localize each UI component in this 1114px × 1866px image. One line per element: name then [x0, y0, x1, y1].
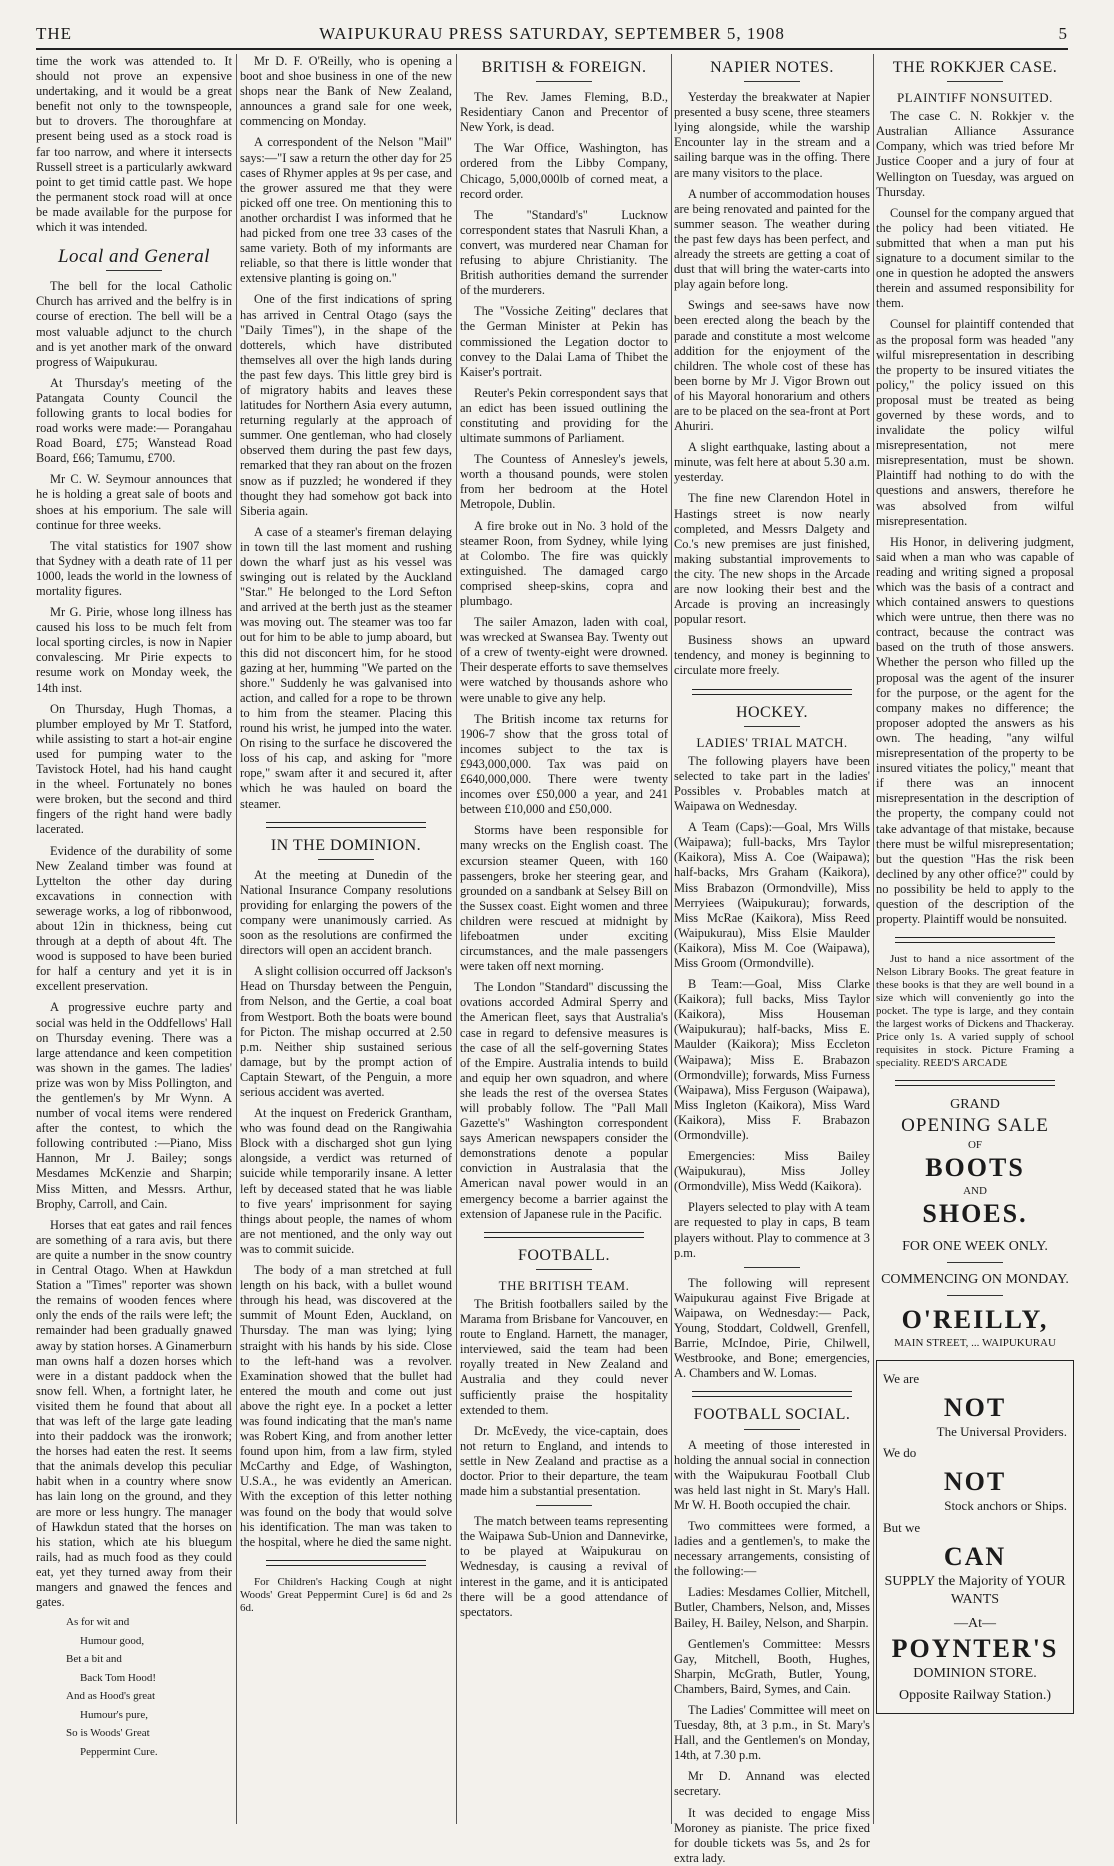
article-paragraph: Emergencies: Miss Bailey (Waipukurau), Miss Jolley (Ormondville), Miss Wedd (Kaikora).: [674, 1149, 870, 1194]
column-1: [36, 54, 232, 1824]
article-paragraph: Horses that eat gates and rail fences are something of a rara avis, but there are quite a number in the snow country in Central Otago. When at Hawkdun Station a "Times" reporter was shown the remains of wooden fences where only the ends of the rails were left; the remainder had been gradually gnawed away by station horses. A Ginamerburn man owns half a dozen horses which were in a distant paddock when the snow fell. When, a fortnight later, he visited them he found that about all that was left of the large gate leading into their paddock was the ironwork; the horses had eaten the rest. It seems that the animals develop this peculiar habit when in a country where snow has lain long on the ground, and they are more or less hungry. The manager of Hawkdun stated that the horses on his station, which ate his bluegum rails, had as much food as they could eat, yet they turned away from their mangers and gnawed the fences and gates.: [36, 1217, 232, 1610]
masthead-title: WAIPUKURAU PRESS SATURDAY, SEPTEMBER 5, 1908: [319, 24, 785, 43]
section-heading: BRITISH & FOREIGN.: [481, 59, 647, 76]
article-paragraph: The British income tax returns for 1906-7 show that the gross total of incomes subject to the tax is £943,000,000. Tax was paid on £640,000,000. There were twenty incomes over £50,000 a year, and 241 between £10,000 and £50,000.: [460, 711, 668, 817]
section-heading: Local and General: [57, 246, 211, 268]
article-paragraph: A meeting of those interested in holding the annual social in connection with the Waipukurau Football Club was held last night in St. Mary's Hall. Mr W. H. Booth occupied the chair.: [674, 1437, 870, 1512]
divider: [692, 689, 852, 695]
ad-line: SUPPLY the Majority of YOUR WANTS: [884, 1573, 1066, 1607]
column-rule: [456, 54, 457, 1824]
divider: [536, 1505, 592, 1506]
column-5: [876, 54, 1074, 1824]
article-paragraph: Storms have been responsible for many wrecks on the English coast. The excursion steamer Queen, with 160 passengers, broke her steering gear, and grounded on a sandbank at Selsey Bill on the Sussex coast. Eight women and three children were rescued at midnight by lifeboatmen under exciting circumstances, and the male passengers were taken off next morning.: [460, 823, 668, 974]
divider: [536, 81, 592, 82]
article-paragraph: A progressive euchre party and social was held in the Oddfellows' Hall on Thursday evening. There was a large attendance and keen competition was shown in the games. The ladies' prize was won by Miss Pollington, and the gentlemen's by Mr Wynn. A number of vocal items were rendered after the contest, to which the following contributed :—Piano, Miss Hannon, Mr J. Bailey; songs Mesdames McKenzie and Sharpin; Miss Mitten, and Messrs. Arthur, Brophy, Carroll, and Cain.: [36, 1000, 232, 1211]
divider: [106, 270, 162, 271]
article-paragraph: Business shows an upward tendency, and money is beginning to circulate more freely.: [674, 633, 870, 678]
ad-line: O'REILLY,: [901, 1305, 1049, 1335]
ad-line: —At—: [954, 1615, 996, 1631]
article-paragraph: The body of a man stretched at full length on his back, with a bullet wound through his head, was discovered at the summit of Mount Eden, Auckland, on Thursday. The man was lying; lying straight with his hands by his side. Close to the left-hand was a revolver. Examination showed that the bullet had entered the mouth and come out just above the right eye. In a pocket a letter was found indicating that the man's name was Robert King, and from another letter found upon him, from a law firm, styled McCarthy and Edge, of Washington, U.S.A., he was evidently an American. With the exception of this letter nothing was found on the body that would solve his identification. The man was taken to the hospital, where he died the same night.: [240, 1263, 452, 1549]
ad-line: MAIN STREET, ... WAIPUKURAU: [894, 1337, 1056, 1350]
divider: [947, 1262, 1003, 1263]
ad-line: BOOTS: [925, 1153, 1025, 1183]
ad-line: NOT: [943, 1393, 1007, 1423]
divider: [266, 1560, 426, 1566]
article-paragraph: The fine new Clarendon Hotel in Hastings street is now nearly completed, and Messrs Dalgety and Co.'s new premises are just finished, making substantial improvements to the city. The new shops in the Arcade are now looking their best and the Arcade is proving an increasingly popular resort.: [674, 491, 870, 627]
article-paragraph: Reuter's Pekin correspondent says that an edict has been issued outlining the constituting and providing for the ultimate summons of Parliament.: [460, 385, 668, 446]
article-paragraph: The sailer Amazon, laden with coal, was wrecked at Swansea Bay. Twenty out of a crew of twenty-eight were drowned. Their desperate efforts to save themselves were watched by thousands ashore who were unable to give any help.: [460, 615, 668, 705]
divider: [744, 1267, 800, 1268]
article-paragraph: Yesterday the breakwater at Napier presented a busy scene, three steamers lying alongside, while the warship Encounter lay in the stream and a sailing barque was in the offing. There are many visitors to the place.: [674, 90, 870, 180]
verse-line: Bet a bit and: [66, 1653, 122, 1666]
section-heading: FOOTBALL.: [517, 1246, 611, 1264]
article-paragraph: The match between teams representing the Waipawa Sub-Union and Dannevirke, to be played at Waipukurau on Wednesday, is causing a revival of interest in the game, and it is anticipated there will be a good attendance of spectators.: [460, 1514, 668, 1619]
divider: [947, 1295, 1003, 1296]
ad-line: We do: [883, 1445, 917, 1461]
article-paragraph: A slight collision occurred off Jackson's Head on Thursday between the Penguin, from Nelson, and the Gertie, a coal boat from Westport. Both the boats were bound for Picton. The mishap occurred at 2.50 p.m. Neither ship sustained serious damage, but by the prompt action of Captain Stewart, of the Penguin, a more serious accident was averted.: [240, 964, 452, 1099]
ad-line: Opposite Railway Station.): [898, 1687, 1052, 1703]
notice-text: For Children's Hacking Cough at night Woods' Great Peppermint Cure] is 6d and 2s 6d.: [240, 1575, 452, 1614]
divider: [744, 726, 800, 727]
sub-heading: LADIES' TRIAL MATCH.: [696, 734, 848, 750]
column-rule: [671, 54, 672, 1824]
article-paragraph: One of the first indications of spring has arrived in Central Otago (says the "Daily Times"), in the shape of the dotterels, which have distributed themselves all over the high lands during the past few days. This little grey bird is of migratory habits and leaves these latitudes for Northern Asia every autumn, returning regularly at the approach of summer. One gentleman, who had closely observed them during the past few days, remarked that they ran about on the frozen snow as if puzzled; he wondered if they thought they had somehow got back into Siberia again.: [240, 292, 452, 518]
column-3: [460, 54, 668, 1824]
article-paragraph: The case C. N. Rokkjer v. the Australian Alliance Assurance Company, which was tried before Mr Justice Cooper and a jury of four at Wellington on Tuesday, was argued on Thursday.: [876, 109, 1074, 199]
ad-line: COMMENCING ON MONDAY.: [881, 1272, 1069, 1288]
ad-line: POYNTER'S: [891, 1633, 1059, 1663]
ad-line: But we: [883, 1519, 921, 1535]
verse-line: Back Tom Hood!: [80, 1671, 157, 1684]
article-paragraph: Gentlemen's Committee: Messrs Gay, Mitchell, Booth, Hughes, Sharpin, McGrath, Butler, Young, Chambers, Baird, Symes, and Cain.: [674, 1636, 870, 1696]
article-paragraph: Swings and see-saws have now been erected along the beach by the parade and constitute a most welcome addition for the enjoyment of the children. The whole cost of these has been borne by Mr J. Vigor Brown out of his Mayoral honorarium and others are to be placed on the sea-front at Port Ahuriri.: [674, 298, 870, 434]
article-paragraph: A fire broke out in No. 3 hold of the steamer Roon, from Sydney, while lying at Colombo. The fire was quickly extinguished. The damaged cargo comprised sheep-skins, copra and plumbago.: [460, 518, 668, 608]
ad-line: Stock anchors or Ships.: [944, 1498, 1067, 1514]
divider: [266, 822, 426, 828]
article-paragraph: Mr D. Annand was elected secretary.: [674, 1769, 870, 1799]
ad-line: OPENING SALE: [901, 1115, 1049, 1137]
ad-line: SHOES.: [922, 1199, 1028, 1229]
article-paragraph: A Team (Caps):—Goal, Mrs Wills (Waipawa); full-backs, Mrs Taylor (Kaikora), Miss A. Coe (Waipawa); half-backs, Mrs Graham (Kaikora), Miss Brabazon (Ormondville), Miss Merryiees (Waipukurau); forwards, Miss McRae (Kaikora), Miss Reed (Waipukurau), Miss Elsie Maulder (Kaikora), Miss M. Coe (Waipawa), Miss Groom (Ormondville).: [674, 820, 870, 970]
article-paragraph: Mr C. W. Seymour announces that he is holding a great sale of boots and shoes at his emporium. The sale will continue for three weeks.: [36, 472, 232, 532]
ad-line: GRAND: [950, 1097, 1000, 1113]
divider: [744, 81, 800, 82]
column-2: [240, 54, 452, 1824]
article-paragraph: time the work was attended to. It should not prove an expensive undertaking, and it would be a great benefit not only to the townspeople, but to drovers. The thoroughfare at present being used as a stock road is far too narrow, and where it intersects Russell street is a particularly awkward point to get timid cattle past. We hope the permanent stock road will at once be made available for the purpose for which it was intended.: [36, 54, 232, 235]
article-paragraph: At the meeting at Dunedin of the National Insurance Company resolutions providing for enlarging the powers of the company were unanimously carried. As soon as the resolutions are confirmed the directors will open an accident branch.: [240, 867, 452, 958]
article-paragraph: Ladies: Mesdames Collier, Mitchell, Butler, Chambers, Nelson, and, Misses Bailey, H. Bailey, Nelson, and Sharpin.: [674, 1585, 870, 1630]
article-paragraph: It was decided to engage Miss Moroney as pianiste. The price fixed for double tickets was 5s, and 2s for extra lady.: [674, 1805, 870, 1865]
article-paragraph: The Countess of Annesley's jewels, worth a thousand pounds, were stolen from her bedroom at the Hotel Metropole, Dublin.: [460, 452, 668, 512]
ad-line: OF: [967, 1139, 983, 1152]
article-paragraph: On Thursday, Hugh Thomas, a plumber employed by Mr T. Statford, while assisting to start a hot-air engine used for pumping water to the Tavistock Hotel, had his hand caught in the wheel. Fortunately no bones were broken, but the second and third fingers of the right hand were badly lacerated.: [36, 701, 232, 837]
section-heading: THE ROKKJER CASE.: [892, 59, 1058, 76]
verse-line: Humour good,: [80, 1634, 145, 1647]
article-paragraph: The bell for the local Catholic Church has arrived and the belfry is in course of erection. The bell will be a most valuable adjunct to the church and is yet another mark of the onward progress of Waipukurau.: [36, 279, 232, 369]
article-paragraph: The British footballers sailed by the Marama from Brisbane for Vancouver, en route to England. Harnett, the manager, interviewed, said the team had been royally treated in New Zealand and Australia and they could never sufficiently praise the hospitality extended to them.: [460, 1296, 668, 1417]
article-paragraph: Counsel for the company argued that the policy had been vitiated. He submitted that when a man put his signature to a document similar to the one in question he adopted the answers therein and assumed responsibility for them.: [876, 205, 1074, 311]
article-paragraph: At Thursday's meeting of the Patangata County Council the following grants to local bodies for road works were made:— Porangahau Road Board, £75; Wanstead Road Board, £66; Tamumu, £700.: [36, 375, 232, 466]
article-paragraph: The Rev. James Fleming, B.D., Residentiary Canon and Precentor of New York, is dead.: [460, 90, 668, 135]
section-heading: FOOTBALL SOCIAL.: [693, 1406, 851, 1424]
article-paragraph: A slight earthquake, lasting about a minute, was felt here at about 5.30 a.m. yesterday.: [674, 440, 870, 485]
sub-heading: PLAINTIFF NONSUITED.: [897, 90, 1053, 106]
verse-line: As for wit and: [66, 1616, 130, 1629]
oreilly-advert: [876, 1096, 1074, 1350]
sub-heading: THE BRITISH TEAM.: [498, 1277, 630, 1293]
article-paragraph: Mr G. Pirie, whose long illness has caused his loss to be much felt from local sporting circles, is now in Napier convalescing. Mr Pirie expects to resume work on Monday week, the 14th inst.: [36, 605, 232, 695]
article-paragraph: The vital statistics for 1907 show that Sydney with a death rate of 11 per 1000, leads the world in the lowness of mortality figures.: [36, 538, 232, 598]
ad-line: CAN: [943, 1541, 1007, 1571]
verse-advert: [36, 1616, 232, 1758]
verse-line: Humour's pure,: [80, 1708, 148, 1721]
ad-line: AND: [963, 1185, 987, 1198]
divider: [895, 937, 1055, 943]
article-paragraph: Evidence of the durability of some New Zealand timber was found at Lyttelton the other day during excavations in connection with sewerage works, a log of ribbonwood, about 12in in thickness, being cut through at a depth of about 4ft. The wood is supposed to have been buried for half a century and yet it is in excellent preservation.: [36, 843, 232, 994]
article-paragraph: B Team:—Goal, Miss Clarke (Kaikora); full backs, Miss Taylor (Kaikora), Miss Houseman (Waipukurau); half-backs, Miss E. Maulder (Kaikora); Miss Eccleton (Waipawa); Miss E. Brabazon (Ormondville); forwards, Miss Furness (Waipawa), Miss Ferguson (Waipawa), Miss Ingleton (Kaikora), Miss Ward (Kaikora), Miss F. Brabazon (Ormondville).: [674, 977, 870, 1142]
divider: [484, 1232, 644, 1238]
column-rule: [236, 54, 237, 1824]
ad-line: The Universal Providers.: [936, 1424, 1067, 1440]
verse-line: Peppermint Cure.: [80, 1745, 158, 1758]
article-paragraph: The Ladies' Committee will meet on Tuesday, 8th, at 3 p.m., in St. Mary's Hall, and the Gentlemen's on Monday, 14th, at 7.30 p.m.: [674, 1703, 870, 1763]
ad-line: FOR ONE WEEK ONLY.: [902, 1239, 1048, 1255]
verse-line: And as Hood's great: [66, 1690, 156, 1703]
article-paragraph: A correspondent of the Nelson "Mail" says:—"I saw a return the other day for 25 cases of Rhymer apples at 9s per case, and the grower assured me that they were picked off one tree. On mentioning this to another orchardist I was informed that he had picked from one tree 33 cases of the same variety. Both of my informants are reliable, so that there is little wonder that extensive planting is going on.": [240, 135, 452, 286]
article-paragraph: The "Vossiche Zeiting" declares that the German Minister at Pekin has commissioned the Legation doctor to convey to the Dalai Lama of Thibet the Kaiser's portrait.: [460, 304, 668, 379]
article-paragraph: Players selected to play with A team are requested to play in caps, B team players without. Play to commence at 3 p.m.: [674, 1200, 870, 1260]
section-heading: IN THE DOMINION.: [270, 836, 422, 854]
masthead: [36, 14, 1068, 50]
column-rule: [873, 54, 874, 1824]
divider: [947, 81, 1003, 82]
article-paragraph: The War Office, Washington, has ordered from the Libby Company, Chicago, 5,000,000lb of corned meat, a record order.: [460, 141, 668, 201]
page-number: 5: [1058, 24, 1068, 43]
article-paragraph: The following will represent Waipukurau against Five Brigade at Waipawa, on Wednesday:— Pack, Young, Stoddart, Coldwell, Grenfell, Barrie, McIndoe, Pirie, Chilwell, Westbrooke, and Bone; emergencies, A. Chambers and W. Lomas.: [674, 1275, 870, 1381]
article-paragraph: A case of a steamer's fireman delaying in town till the last moment and rushing down the wharf just as his vessel was swinging out is related by the Auckland "Star." He belonged to the Lord Sefton and arrived at the berth just as the steamer was moving out. The steamer was too far out for him to be able to jump aboard, but this did not disconcert him, for he stood gazing at her, humming "We parted on the shore." Suddenly he was galvanised into action, and called for a rope to be thrown to him from the steamer. Placing this round his wrist, he jumped into the water. On rising to the surface he discovered the loss of his cap, and asking for "more rope," swam after it and secured it, after which he was hauled on board the steamer.: [240, 524, 452, 811]
notice-text: Just to hand a nice assortment of the Nelson Library Books. The great feature in these books is that they are well bound in a size which will conveniently go into the pocket. The type is large, and they contain the largest works of Dickens and Thackeray. Price only 1s. A varied supply of school requisites in stock. Picture Framing a speciality. REED'S ARCADE: [876, 953, 1074, 1070]
divider: [536, 1269, 592, 1270]
article-paragraph: Counsel for plaintiff contended that as the proposal form was headed "any wilful misrepresentation in describing the property to be insured vitiates the policy," the policy issued on this proposal must be treated as being governed by these words, and to invalidate the policy wilful misrepresentation, not mere misrepresentation, must be shown. Plaintiff had nothing to do with the questions and answers, therefore he was absolved from wilful misrepresentation.: [876, 317, 1074, 528]
verse-line: So is Woods' Great: [66, 1727, 150, 1740]
ad-line: We are: [883, 1371, 920, 1387]
article-paragraph: The London "Standard" discussing the ovations accorded Admiral Sperry and the American fleet, says that Australia's case in regard to defensive measures is the case of all the self-governing States of the Empire. Australia intends to build and equip her own squadron, and where she leads the rest of the oversea States will probably follow. The "Pall Mall Gazette's" Washington correspondent says American newspapers consider the demonstrations denote a popular conviction in Australasia that the American naval power would in an emergency become a barrier against the extension of Japanese rule in the Pacific.: [460, 980, 668, 1221]
divider: [744, 1429, 800, 1430]
article-paragraph: The "Standard's" Lucknow correspondent states that Nasruli Khan, a convert, was murdered near Chaman for refusing to abjure Christianity. The British authorities demand the surrender of the murderers.: [460, 207, 668, 298]
poynters-advert: [876, 1360, 1074, 1713]
article-paragraph: Dr. McEvedy, the vice-captain, does not return to England, and intends to settle in New Zealand and practise as a doctor. Prior to their departure, the team made him a substantial presentation.: [460, 1423, 668, 1499]
article-paragraph: The following players have been selected to take part in the ladies' Possibles v. Probables match at Waipawa on Wednesday.: [674, 753, 870, 814]
section-heading: NAPIER NOTES.: [710, 59, 834, 76]
section-heading: HOCKEY.: [735, 703, 809, 721]
masthead-the: THE: [36, 24, 73, 43]
article-paragraph: A number of accommodation houses are being renovated and painted for the summer season. The weather during the past few days has been perfect, and already the streets are getting a coat of dust that will bring the water-carts into play again before long.: [674, 186, 870, 292]
divider: [692, 1391, 852, 1397]
ad-line: DOMINION STORE.: [913, 1665, 1037, 1681]
article-paragraph: At the inquest on Frederick Grantham, who was found dead on the Rangiwahia Block with a discharged shot gun lying alongside, a verdict was returned of suicide while temporarily insane. A letter left by deceased stated that he was liable to five years' imprisonment for saying things about people, the names of whom are not mentioned, and the only way out was to commit suicide.: [240, 1106, 452, 1256]
article-paragraph: His Honor, in delivering judgment, said when a man who was capable of reading and writing signed a proposal which was the basis of a contract and which contained answers to questions which were untrue, then there was no contract, because the contract was based on the truth of those answers. Whether the person who filled up the proposal was the agent of the insurer for the purpose, or the agent for the company makes no difference; the proposer adopted the answers as his own. The heading, "any wilful misrepresentation of the property to be insured vitiates the policy," meant that if there was an innocent misrepresentation in the description of the property, the company could not take advantage of that mistake, because there must be wilful misrepresentation; but the question "Has the risk been declined by any other office?" could by no possibility be held to apply to the question of the description of the property. Plaintiff would be nonsuited.: [876, 534, 1074, 927]
article-paragraph: Mr D. F. O'Reilly, who is opening a boot and shoe business in one of the new shops near the Bank of New Zealand, announces a grand sale for one week, commencing on Monday.: [240, 54, 452, 129]
article-paragraph: Two committees were formed, a ladies and a gentlemen's, to make the necessary arrangements, consisting of the following:—: [674, 1518, 870, 1579]
column-4: [674, 54, 870, 1865]
ad-line: NOT: [943, 1467, 1007, 1497]
divider: [895, 1080, 1055, 1086]
divider: [318, 859, 374, 860]
